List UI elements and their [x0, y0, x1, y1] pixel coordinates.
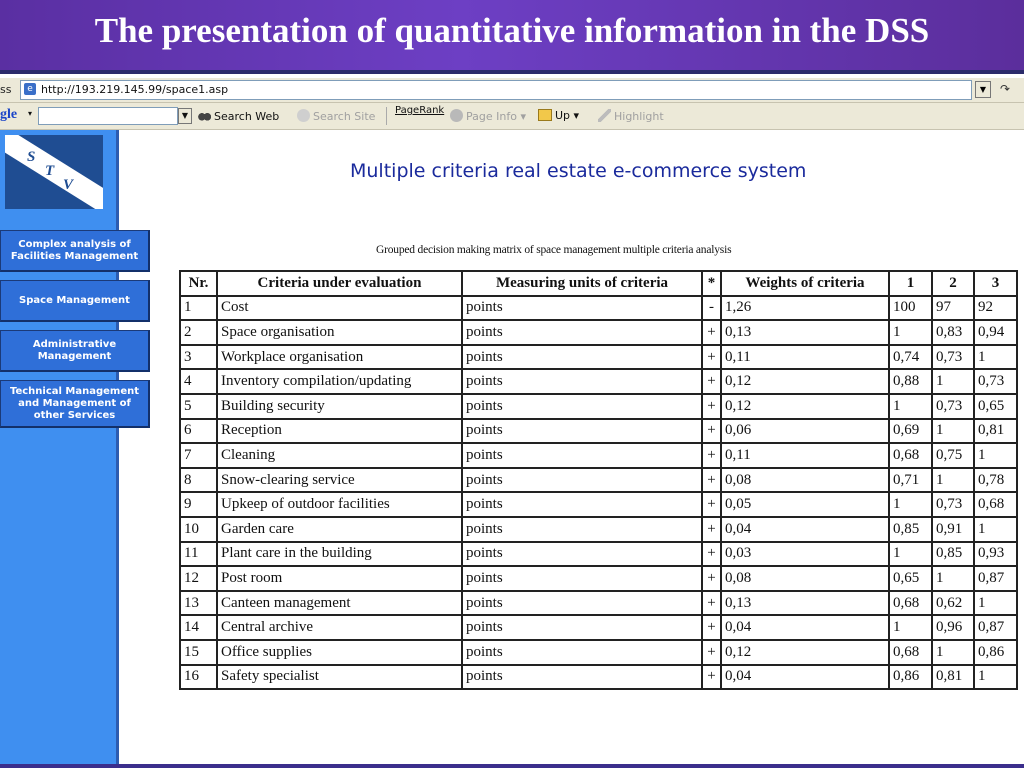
row-number: 15: [180, 640, 217, 665]
col-header-alt-2: 2: [932, 271, 974, 296]
nav-technical-management[interactable]: [0, 380, 150, 428]
optimization-sign: +: [702, 320, 721, 345]
alt-2-value: 97: [932, 296, 974, 321]
toolbar-brand[interactable]: gle: [0, 107, 18, 122]
table-row: [180, 591, 1017, 616]
url-text: http://193.219.145.99/space1.asp: [41, 83, 229, 96]
alt-2-value: 0,81: [932, 665, 974, 690]
measuring-unit: points: [462, 394, 702, 419]
table-row: [180, 443, 1017, 468]
measuring-unit: points: [462, 591, 702, 616]
criterion-name: Building security: [217, 394, 462, 419]
measuring-unit: points: [462, 665, 702, 690]
nav-administrative-management-label: Administrative Management: [32, 338, 117, 362]
search-dropdown-icon[interactable]: ▼: [178, 108, 192, 124]
search-web-button[interactable]: [198, 109, 279, 123]
slide-title: The presentation of quantitative information in the DSS: [0, 0, 1024, 70]
criterion-name: Garden care: [217, 517, 462, 542]
criterion-weight: 0,12: [721, 369, 889, 394]
alt-1-value: 0,86: [889, 665, 932, 690]
criterion-weight: 0,05: [721, 492, 889, 517]
optimization-sign: +: [702, 369, 721, 394]
criterion-weight: 0,08: [721, 468, 889, 493]
measuring-unit: points: [462, 419, 702, 444]
decision-matrix-table: [179, 270, 1018, 690]
search-site-icon: [297, 109, 310, 122]
alt-3-value: 0,73: [974, 369, 1017, 394]
page-info-label: Page Info: [466, 110, 517, 123]
criterion-name: Plant care in the building: [217, 542, 462, 567]
measuring-unit: points: [462, 296, 702, 321]
alt-3-value: 92: [974, 296, 1017, 321]
col-header-nr: Nr.: [180, 271, 217, 296]
optimization-sign: +: [702, 640, 721, 665]
table-row: [180, 640, 1017, 665]
address-dropdown-icon[interactable]: ▼: [975, 81, 991, 98]
col-header-alt-3: 3: [974, 271, 1017, 296]
search-site-button[interactable]: [297, 109, 375, 123]
highlighter-icon: [598, 109, 611, 122]
alt-2-value: 0,62: [932, 591, 974, 616]
criterion-name: Canteen management: [217, 591, 462, 616]
optimization-sign: +: [702, 443, 721, 468]
criterion-name: Inventory compilation/updating: [217, 369, 462, 394]
row-number: 7: [180, 443, 217, 468]
alt-1-value: 100: [889, 296, 932, 321]
alt-1-value: 0,68: [889, 640, 932, 665]
measuring-unit: points: [462, 468, 702, 493]
row-number: 9: [180, 492, 217, 517]
alt-1-value: 1: [889, 320, 932, 345]
criterion-name: Post room: [217, 566, 462, 591]
address-label: ss: [0, 83, 12, 96]
page-content: [0, 130, 1024, 768]
nav-technical-management-label: Technical Management and Management of other Services: [9, 385, 140, 421]
alt-1-value: 0,65: [889, 566, 932, 591]
logo-letter-t: T: [45, 163, 55, 179]
table-row: [180, 566, 1017, 591]
optimization-sign: +: [702, 542, 721, 567]
criterion-weight: 0,11: [721, 443, 889, 468]
matrix-caption: Grouped decision making matrix of space management multiple criteria analysis: [376, 244, 732, 256]
nav-space-management-label: Space Management: [19, 294, 130, 306]
measuring-unit: points: [462, 615, 702, 640]
row-number: 14: [180, 615, 217, 640]
criterion-weight: 0,04: [721, 665, 889, 690]
criterion-name: Cleaning: [217, 443, 462, 468]
alt-3-value: 0,87: [974, 615, 1017, 640]
table-row: [180, 419, 1017, 444]
alt-1-value: 0,69: [889, 419, 932, 444]
optimization-sign: +: [702, 517, 721, 542]
nav-facilities-management-label: Complex analysis of Facilities Management: [10, 238, 139, 262]
criterion-name: Office supplies: [217, 640, 462, 665]
criterion-weight: 0,04: [721, 615, 889, 640]
alt-3-value: 0,86: [974, 640, 1017, 665]
table-row: [180, 296, 1017, 321]
go-arrow-icon[interactable]: ↷: [1000, 82, 1011, 96]
search-web-label: Search Web: [214, 110, 280, 123]
highlight-button[interactable]: [598, 109, 664, 123]
measuring-unit: points: [462, 320, 702, 345]
alt-3-value: 1: [974, 443, 1017, 468]
row-number: 16: [180, 665, 217, 690]
optimization-sign: +: [702, 665, 721, 690]
row-number: 1: [180, 296, 217, 321]
alt-1-value: 1: [889, 394, 932, 419]
alt-1-value: 0,68: [889, 443, 932, 468]
criterion-weight: 0,11: [721, 345, 889, 370]
alt-2-value: 1: [932, 566, 974, 591]
google-toolbar: [0, 103, 1024, 130]
criterion-name: Snow-clearing service: [217, 468, 462, 493]
optimization-sign: +: [702, 591, 721, 616]
table-row: [180, 615, 1017, 640]
measuring-unit: points: [462, 492, 702, 517]
col-header-alt-1: 1: [889, 271, 932, 296]
folder-up-icon: [538, 109, 552, 121]
alt-1-value: 0,85: [889, 517, 932, 542]
criterion-weight: 0,03: [721, 542, 889, 567]
logo-letter-v: V: [63, 177, 74, 193]
row-number: 6: [180, 419, 217, 444]
alt-3-value: 0,81: [974, 419, 1017, 444]
criterion-name: Cost: [217, 296, 462, 321]
optimization-sign: +: [702, 394, 721, 419]
alt-2-value: 0,83: [932, 320, 974, 345]
page-icon: e: [24, 83, 36, 95]
criterion-name: Central archive: [217, 615, 462, 640]
table-header-row: [180, 271, 1017, 296]
alt-1-value: 0,88: [889, 369, 932, 394]
alt-1-value: 1: [889, 542, 932, 567]
col-header-weights: Weights of criteria: [721, 271, 889, 296]
alt-3-value: 0,93: [974, 542, 1017, 567]
up-dropdown-icon: ▾: [570, 109, 580, 122]
alt-3-value: 0,65: [974, 394, 1017, 419]
title-divider: [0, 70, 1024, 74]
optimization-sign: +: [702, 345, 721, 370]
row-number: 4: [180, 369, 217, 394]
alt-1-value: 0,71: [889, 468, 932, 493]
alt-3-value: 1: [974, 345, 1017, 370]
alt-1-value: 1: [889, 615, 932, 640]
table-row: [180, 320, 1017, 345]
alt-3-value: 0,78: [974, 468, 1017, 493]
logo-letter-s: S: [27, 149, 36, 165]
measuring-unit: points: [462, 566, 702, 591]
row-number: 10: [180, 517, 217, 542]
page-info-button[interactable]: [450, 109, 526, 123]
nav-space-management[interactable]: [0, 280, 150, 322]
criterion-weight: 0,06: [721, 419, 889, 444]
alt-3-value: 0,94: [974, 320, 1017, 345]
criterion-name: Workplace organisation: [217, 345, 462, 370]
table-row: [180, 492, 1017, 517]
optimization-sign: +: [702, 615, 721, 640]
sidebar: [0, 130, 116, 768]
alt-3-value: 0,68: [974, 492, 1017, 517]
slide-bottom-rule: [0, 764, 1024, 768]
alt-2-value: 1: [932, 419, 974, 444]
criterion-name: Space organisation: [217, 320, 462, 345]
row-number: 12: [180, 566, 217, 591]
optimization-sign: +: [702, 566, 721, 591]
info-icon: [450, 109, 463, 122]
row-number: 2: [180, 320, 217, 345]
alt-3-value: 1: [974, 665, 1017, 690]
alt-2-value: 0,75: [932, 443, 974, 468]
alt-2-value: 0,73: [932, 345, 974, 370]
criterion-name: Upkeep of outdoor facilities: [217, 492, 462, 517]
stv-logo: [5, 135, 103, 209]
optimization-sign: -: [702, 296, 721, 321]
alt-2-value: 0,96: [932, 615, 974, 640]
page-info-dropdown-icon: ▾: [516, 110, 526, 123]
measuring-unit: points: [462, 542, 702, 567]
table-row: [180, 394, 1017, 419]
table-row: [180, 345, 1017, 370]
measuring-unit: points: [462, 517, 702, 542]
col-header-units: Measuring units of criteria: [462, 271, 702, 296]
table-body: [180, 296, 1017, 690]
alt-3-value: 0,87: [974, 566, 1017, 591]
page-heading: Multiple criteria real estate e-commerce system: [350, 160, 807, 182]
alt-2-value: 1: [932, 468, 974, 493]
row-number: 11: [180, 542, 217, 567]
criterion-weight: 0,13: [721, 591, 889, 616]
pagerank-button[interactable]: PageRank: [395, 105, 445, 116]
measuring-unit: points: [462, 443, 702, 468]
criterion-weight: 0,13: [721, 320, 889, 345]
criterion-name: Reception: [217, 419, 462, 444]
table-row: [180, 665, 1017, 690]
criterion-weight: 0,08: [721, 566, 889, 591]
alt-2-value: 0,73: [932, 492, 974, 517]
table-row: [180, 369, 1017, 394]
alt-2-value: 0,91: [932, 517, 974, 542]
up-button[interactable]: [538, 109, 579, 122]
criterion-weight: 0,12: [721, 640, 889, 665]
toolbar-separator: [386, 107, 387, 125]
table-row: [180, 468, 1017, 493]
alt-1-value: 0,74: [889, 345, 932, 370]
brand-dropdown-icon[interactable]: ▾: [28, 109, 33, 118]
alt-1-value: 1: [889, 492, 932, 517]
highlight-label: Highlight: [614, 110, 664, 123]
up-label: Up: [555, 109, 571, 122]
col-header-sign: *: [702, 271, 721, 296]
alt-2-value: 0,73: [932, 394, 974, 419]
row-number: 8: [180, 468, 217, 493]
measuring-unit: points: [462, 369, 702, 394]
nav-facilities-management[interactable]: [0, 230, 150, 272]
alt-1-value: 0,68: [889, 591, 932, 616]
row-number: 13: [180, 591, 217, 616]
criterion-weight: 1,26: [721, 296, 889, 321]
url-input[interactable]: [20, 80, 972, 100]
alt-2-value: 1: [932, 369, 974, 394]
criterion-name: Safety specialist: [217, 665, 462, 690]
toolbar-search-input[interactable]: [38, 107, 178, 125]
optimization-sign: +: [702, 492, 721, 517]
alt-3-value: 1: [974, 591, 1017, 616]
table-row: [180, 542, 1017, 567]
measuring-unit: points: [462, 640, 702, 665]
row-number: 5: [180, 394, 217, 419]
table-row: [180, 517, 1017, 542]
criterion-weight: 0,12: [721, 394, 889, 419]
nav-administrative-management[interactable]: [0, 330, 150, 372]
binoculars-icon: [198, 109, 211, 122]
address-bar: [0, 78, 1024, 103]
sidebar-edge: [116, 130, 119, 768]
alt-2-value: 1: [932, 640, 974, 665]
col-header-criteria: Criteria under evaluation: [217, 271, 462, 296]
criterion-weight: 0,04: [721, 517, 889, 542]
measuring-unit: points: [462, 345, 702, 370]
optimization-sign: +: [702, 468, 721, 493]
optimization-sign: +: [702, 419, 721, 444]
alt-2-value: 0,85: [932, 542, 974, 567]
row-number: 3: [180, 345, 217, 370]
alt-3-value: 1: [974, 517, 1017, 542]
search-site-label: Search Site: [313, 110, 376, 123]
